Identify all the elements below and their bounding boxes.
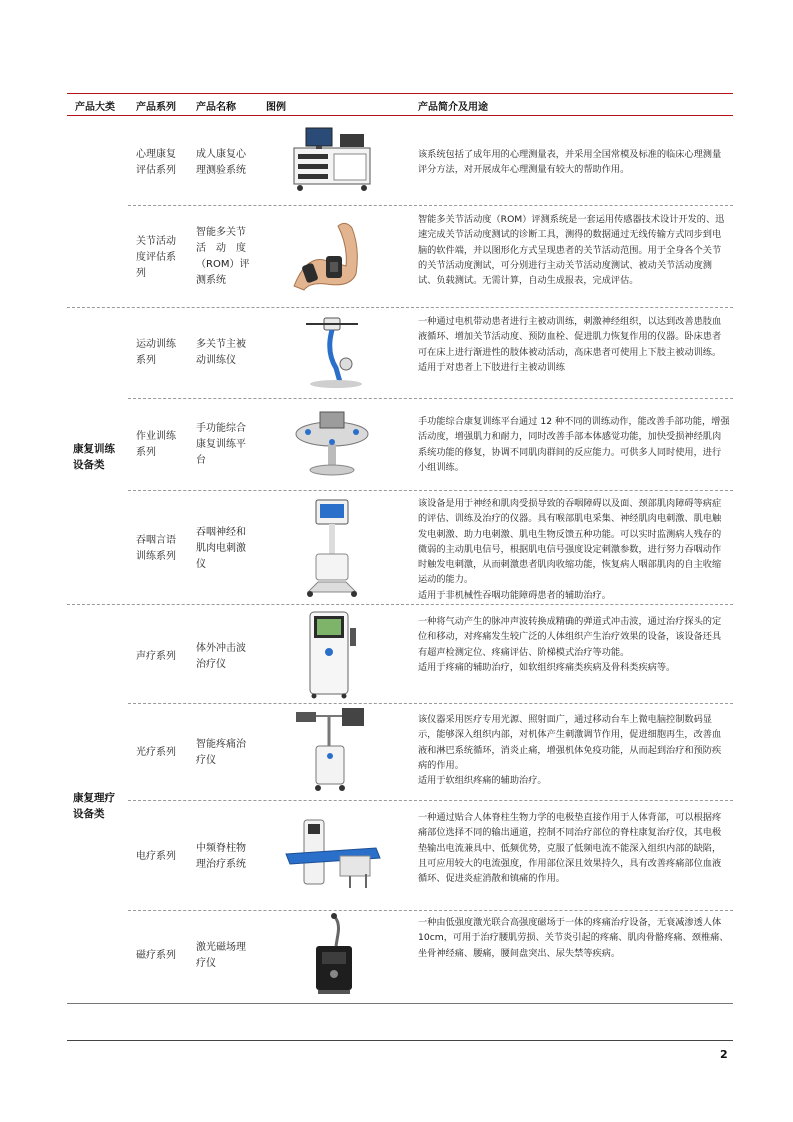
row-series: 声疗系列	[136, 651, 176, 662]
spine-treatment-bed-icon	[280, 812, 384, 896]
header-series: 产品系列	[136, 102, 176, 113]
arm-sensor-band-icon	[286, 216, 378, 294]
round-hand-platform-icon	[286, 402, 378, 480]
row-description: 该设备是用于神经和肌肉受损导致的吞咽障碍以及面、颈部肌肉障碍等病症的评估、训练及治疗的仪器。具有喉部肌电采集、神经肌肉电刺激、肌电触发电刺激、助力电刺激、肌电生物反馈五种功能。可以实时监测病人残存的微弱的主动肌电信号，根据肌电信号强度设定刺激参数，进行努力吞咽动作时触发电刺激，从而刺激患者肌肉收缩功能，恢复病人咽部肌肉的自主收缩运动的能力。 适用于非机械性吞咽功能障碍患者的辅助治疗。	[418, 498, 722, 601]
row-separator	[128, 398, 733, 399]
shockwave-cabinet-icon	[286, 608, 378, 700]
row-series: 运动训练 系列	[136, 339, 176, 366]
psych-test-workstation-icon	[286, 120, 378, 198]
header-category: 产品大类	[75, 102, 115, 113]
row-product-name: 成人康复心 理测验系统	[196, 149, 246, 176]
row-series: 吞咽言语 训练系列	[136, 535, 176, 562]
table-bottom-rule	[67, 1003, 733, 1004]
row-description: 手功能综合康复训练平台通过 12 种不同的训练动作，能改善手部功能，增强活动度，增强肌力和耐力，同时改善手部本体感觉功能，加快受损神经肌肉系统功能的修复，协调不同肌肉群间的反应能力。可供多人同时使用，进行小组训练。	[418, 416, 730, 473]
row-product-name: 智能疼痛治 疗仪	[196, 739, 246, 766]
row-series: 电疗系列	[136, 851, 176, 862]
row-series: 作业训练 系列	[136, 431, 176, 458]
row-product-name: 激光磁场理 疗仪	[196, 942, 246, 969]
row-description: 一种通过贴合人体脊柱生物力学的电极垫直接作用于人体背部，可以根据疼痛部位选择不同的输出通道，控制不同治疗部位的脊柱康复治疗仪，其电极垫输出电流兼具中、低频优势，克服了低频电流不能深入组织内部的缺陷，且可应用较大的电流强度，作用部位深且效果持久，具有改善疼痛部位血液循环、促进炎症消散和镇痛的作用。	[418, 812, 722, 885]
row-description: 一种将气动产生的脉冲声波转换成精确的弹道式冲击波，通过治疗探头的定位和移动，对疼痛发生较广泛的人体组织产生治疗效果的设备，该设备还具有超声检测定位、疼痛评估、阶梯模式治疗等功能。 适用于疼痛的辅助治疗，如软组织疼痛类疾病及骨科类疾病等。	[418, 616, 722, 673]
row-product-name: 智能多关节 活 动 度 （ROM）评 测系统	[196, 227, 250, 286]
page-number: 2	[720, 1048, 728, 1061]
row-description: 该系统包括了成年用的心理测量表，并采用全国常模及标准的临床心理测量评分方法，对开展成年心理测量有较大的帮助作用。	[418, 149, 722, 176]
category-physiotherapy: 康复理疗 设备类	[73, 792, 115, 820]
row-series: 光疗系列	[136, 747, 176, 758]
row-series: 关节活动 度评估系 列	[136, 236, 176, 279]
row-product-name: 手功能综合 康复训练平 台	[196, 423, 246, 466]
row-separator	[128, 800, 733, 801]
header-figure: 图例	[266, 102, 286, 113]
row-separator	[128, 490, 733, 491]
row-description: 智能多关节活动度（ROM）评测系统是一套运用传感器技术设计开发的、迅速完成关节活动度测试的诊断工具，测得的数据通过无线传输方式同步到电脑的软件端，并以图形化方式呈现患者的关节活动范围。用于全身各个关节的关节活动度测试，可分别进行主动关节活动度测试、被动关节活动度测试、负载测试。无需计算，自动生成报表，完成评估。	[418, 214, 725, 287]
row-product-name: 中频脊柱物 理治疗系统	[196, 843, 246, 870]
group-separator	[67, 604, 733, 605]
table-top-rule	[67, 93, 733, 94]
row-product-name: 多关节主被 动训练仪	[196, 339, 246, 366]
magnetic-laser-unit-icon	[286, 912, 378, 1000]
header-rule	[67, 115, 733, 116]
row-series: 心理康复 评估系列	[136, 149, 176, 176]
row-separator	[128, 703, 733, 704]
row-description: 该仪器采用医疗专用光源、照射面广，通过移动台车上微电脑控制数码显示，能够深入组织内部，对机体产生刺激调节作用，促进细胞再生，改善血液和淋巴系统循环，消炎止痛，增强机体免疫功能，从而起到治疗和预防疾病的作用。 适用于软组织疼痛的辅助治疗。	[418, 714, 722, 787]
header-description: 产品简介及用途	[418, 102, 488, 113]
row-series: 磁疗系列	[136, 950, 176, 961]
footer-rule	[67, 1040, 733, 1041]
table-header	[67, 95, 733, 113]
header-name: 产品名称	[196, 102, 236, 113]
row-separator	[128, 205, 733, 206]
motorized-trainer-icon	[286, 312, 378, 390]
touchscreen-cart-icon	[286, 496, 378, 600]
light-therapy-stand-icon	[286, 706, 378, 798]
group-separator	[67, 307, 733, 308]
row-description: 一种通过电机带动患者进行主被动训练，刺激神经组织，以达到改善患肢血液循环、增加关节活动度、预防血栓、促进肌力恢复作用的仪器。卧床患者可在床上进行渐进性的肢体被动活动，高床患者可使用上下肢主被动训练。 适用于对患者上下肢进行主被动训练	[418, 316, 722, 373]
row-separator	[128, 910, 733, 911]
row-product-name: 体外冲击波 治疗仪	[196, 643, 246, 670]
row-product-name: 吞咽神经和 肌肉电刺激 仪	[196, 527, 246, 570]
row-description: 一种由低强度激光联合高强度磁场于一体的疼痛治疗设备，无衰减渗透人体 10cm，可用于治疗腰肌劳损、关节炎引起的疼痛、肌肉骨骼疼痛、颈椎痛、坐骨神经痛、腰痛，腰间盘突出、尿失禁等疾病。	[418, 917, 729, 959]
category-rehab-training: 康复训练 设备类	[73, 443, 115, 471]
